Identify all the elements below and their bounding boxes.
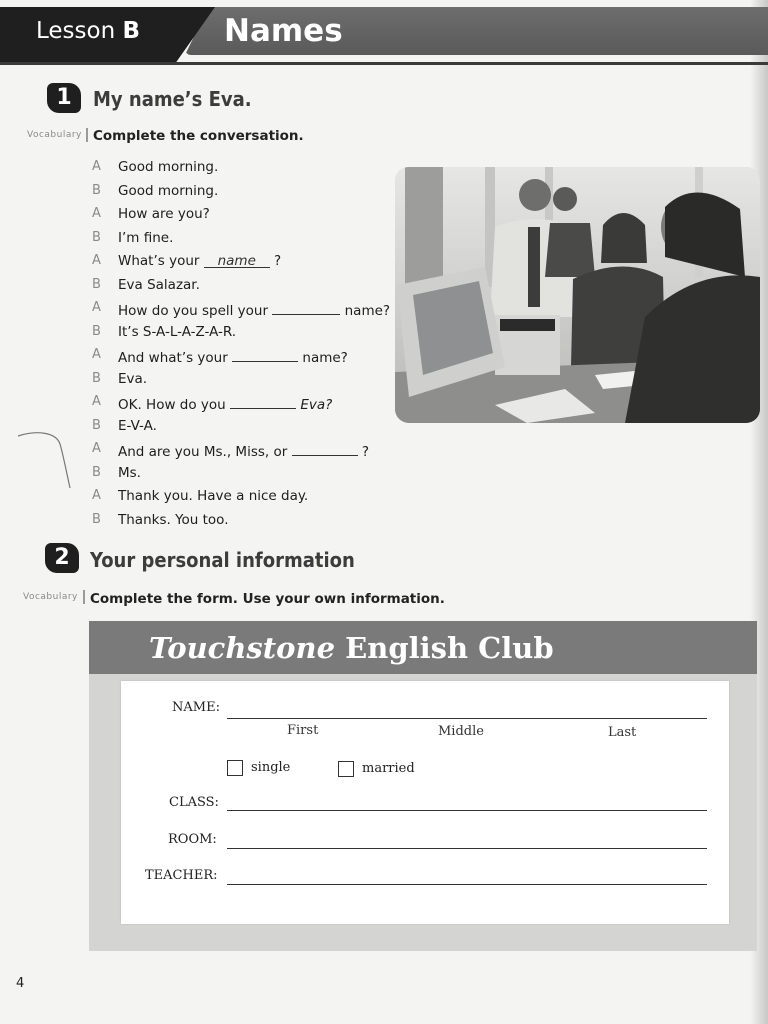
- section-number-badge: 1: [47, 83, 81, 113]
- lesson-label: Lesson B: [36, 18, 141, 44]
- line-text: How are you?: [118, 206, 210, 222]
- line-text: Eva Salazar.: [118, 276, 200, 293]
- answer-blank[interactable]: [272, 300, 340, 315]
- section-title: Your personal information: [90, 548, 355, 572]
- speaker-label: B: [92, 370, 101, 386]
- line-post-text: ?: [361, 444, 370, 460]
- instruction-text: Complete the form. Use your own information.: [90, 591, 445, 607]
- middle-sublabel: Middle: [438, 724, 484, 739]
- tag-divider: [86, 128, 88, 142]
- answer-blank[interactable]: [230, 394, 296, 409]
- tag-divider: [83, 590, 85, 604]
- line-text: E-V-A.: [118, 417, 157, 434]
- class-field[interactable]: [227, 810, 707, 811]
- speaker-label: B: [92, 276, 101, 292]
- speaker-label: A: [92, 253, 101, 268]
- instruction-text: Complete the conversation.: [93, 128, 304, 144]
- speaker-label: B: [92, 511, 101, 527]
- last-sublabel: Last: [608, 725, 637, 740]
- line-pre-text: OK. How do you: [118, 397, 226, 413]
- room-field[interactable]: [227, 848, 707, 849]
- vocabulary-tag: Vocabulary: [23, 592, 78, 602]
- header-rule: [0, 62, 768, 65]
- line-post-text: name?: [344, 303, 391, 319]
- section-title: My name’s Eva.: [93, 87, 252, 111]
- married-checkbox[interactable]: [338, 761, 354, 777]
- page-title: Names: [224, 13, 343, 49]
- line-text: I’m fine.: [118, 229, 174, 246]
- form-title: Touchstone English Club: [149, 631, 554, 665]
- teacher-field[interactable]: [227, 884, 707, 885]
- speaker-label: A: [92, 347, 101, 362]
- room-label: ROOM:: [168, 832, 217, 847]
- teacher-label: TEACHER:: [145, 868, 218, 883]
- speaker-label: B: [92, 323, 101, 339]
- single-checkbox[interactable]: [227, 760, 243, 776]
- speaker-label: B: [92, 417, 101, 433]
- section-number-badge: 2: [45, 543, 79, 573]
- speaker-label: A: [92, 441, 101, 456]
- class-label: CLASS:: [169, 795, 219, 810]
- line-text: Good morning.: [118, 182, 219, 199]
- answer-blank[interactable]: name: [204, 253, 270, 268]
- line-pre-text: What’s your: [118, 253, 200, 269]
- line-post-text: ?: [274, 253, 282, 269]
- speaker-label: A: [92, 394, 101, 409]
- club-form: [89, 621, 757, 951]
- lesson-header: [0, 0, 768, 66]
- pencil-mark: [16, 430, 76, 492]
- line-post-text: name?: [302, 350, 348, 366]
- name-label: NAME:: [172, 700, 220, 715]
- name-field[interactable]: [227, 718, 707, 719]
- line-text: Ms.: [118, 464, 141, 481]
- answer-blank[interactable]: [292, 441, 358, 456]
- speaker-label: A: [92, 206, 101, 221]
- line-text: [118, 347, 348, 366]
- speaker-label: A: [92, 488, 101, 503]
- line-text: Thanks. You too.: [118, 511, 229, 528]
- line-text: [118, 441, 369, 460]
- line-text: Thank you. Have a nice day.: [118, 488, 309, 504]
- first-sublabel: First: [287, 723, 319, 738]
- married-label: married: [362, 761, 415, 776]
- line-text: [118, 300, 390, 319]
- line-post-text: Eva?: [300, 397, 333, 413]
- line-text: Eva.: [118, 370, 148, 387]
- office-photo: [395, 167, 760, 423]
- form-card: [121, 681, 729, 924]
- speaker-label: B: [92, 182, 101, 198]
- speaker-label: B: [92, 464, 101, 480]
- speaker-label: B: [92, 229, 101, 245]
- speaker-label: A: [92, 300, 101, 315]
- speaker-label: A: [92, 159, 101, 174]
- line-text: [118, 394, 332, 413]
- page-number: 4: [16, 976, 25, 991]
- answer-blank[interactable]: [232, 347, 298, 362]
- line-pre-text: And what’s your: [118, 350, 228, 366]
- vocabulary-tag: Vocabulary: [27, 130, 82, 140]
- line-text: It’s S-A-L-A-Z-A-R.: [118, 323, 237, 340]
- line-text: Good morning.: [118, 159, 219, 175]
- single-label: single: [251, 760, 291, 775]
- form-header: [89, 621, 757, 674]
- line-pre-text: And are you Ms., Miss, or: [118, 444, 288, 460]
- line-pre-text: How do you spell your: [118, 303, 269, 319]
- line-text: [118, 253, 281, 269]
